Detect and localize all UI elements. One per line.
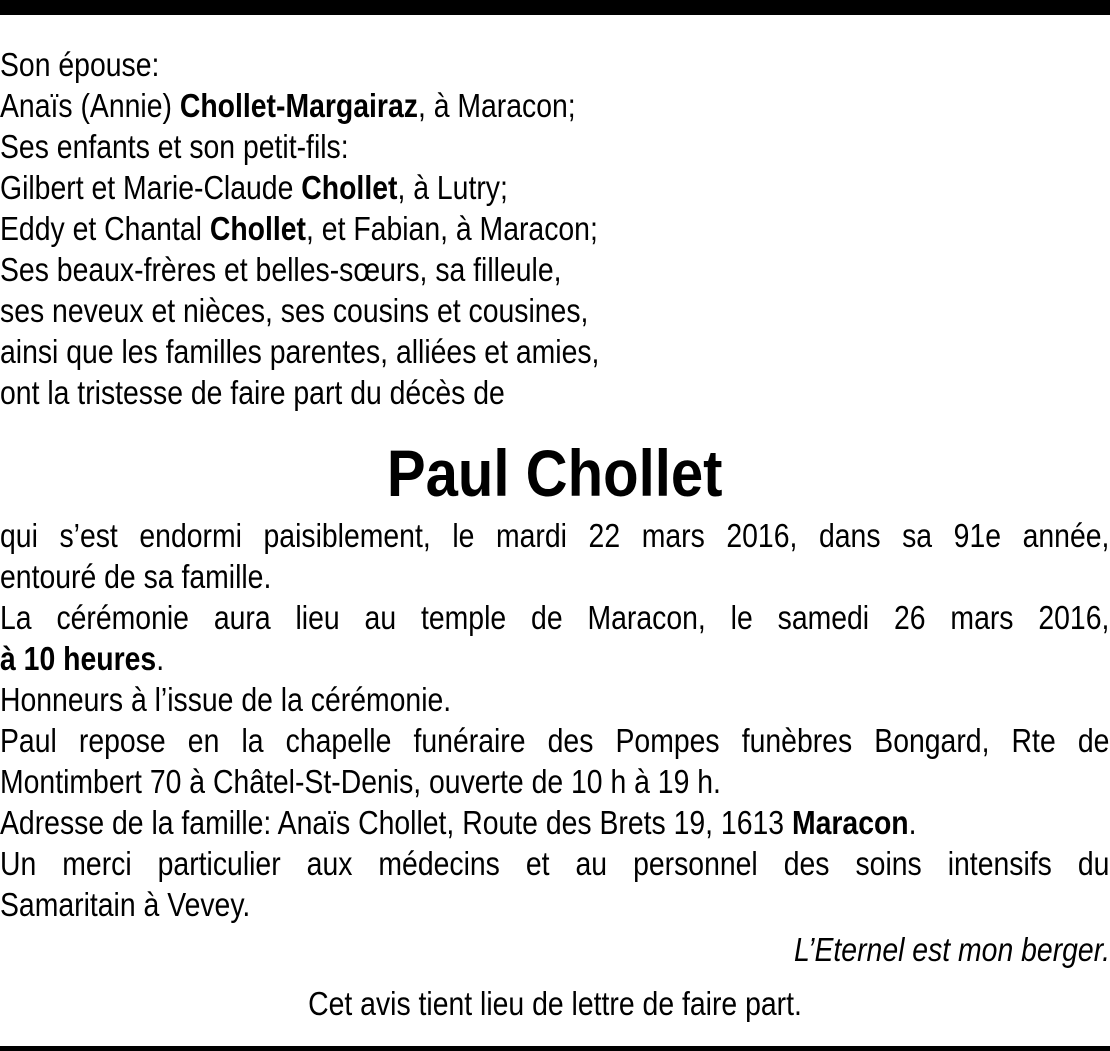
child-names: Eddy et Chantal: [0, 210, 210, 247]
family-locality: Maracon: [791, 804, 909, 841]
children-heading: Ses enfants et son petit-fils:: [0, 128, 349, 165]
motto-text: L’Eternel est mon berger.: [793, 931, 1110, 968]
text-line: [155, 929, 1110, 970]
text-line: [0, 126, 955, 167]
text-line: [0, 331, 955, 372]
text-line: [0, 515, 1109, 556]
spouse-surname: Chollet-Margairaz: [179, 87, 418, 124]
text-line: [0, 44, 955, 85]
ceremony-text: La cérémonie aura lieu au temple de Maracon, le samedi 26 mars 2016,: [0, 599, 1110, 636]
text-line: [0, 761, 955, 802]
spouse-name: Anaïs (Annie): [0, 87, 180, 124]
ceremony-details: [0, 515, 1110, 925]
text-line: [0, 249, 955, 290]
punctuation: .: [908, 804, 917, 841]
ceremony-time: à 10 heures: [0, 640, 157, 677]
child-names: Gilbert et Marie-Claude: [0, 169, 302, 206]
family-address: Adresse de la famille: Anaïs Chollet, Route des Brets 19, 1613: [0, 804, 792, 841]
text-line: [0, 720, 1109, 761]
text-line: [0, 167, 955, 208]
relatives-text: ses neveux et nièces, ses cousins et cousines,: [0, 292, 589, 329]
passing-text: qui s’est endormi paisiblement, le mardi 22 mars 2016, dans sa 91e année,: [0, 517, 1110, 554]
spouse-heading: Son épouse:: [0, 46, 160, 83]
honours-text: Honneurs à l’issue de la cérémonie.: [0, 681, 452, 718]
text-line: [0, 802, 955, 843]
text-line: [0, 843, 1109, 884]
text-line: [0, 556, 955, 597]
chapel-text: Paul repose en la chapelle funéraire des Pompes funèbres Bongard, Rte de: [0, 722, 1110, 759]
text-line: [0, 638, 955, 679]
text-line: [0, 85, 955, 126]
announcement-text: ont la tristesse de faire part du décès de: [0, 374, 505, 411]
child-surname: Chollet: [209, 210, 307, 247]
child-place: , et Fabian, à Maracon;: [306, 210, 598, 247]
top-rule: [0, 0, 1110, 15]
spouse-place: , à Maracon;: [417, 87, 576, 124]
notice-text: Cet avis tient lieu de lettre de faire part.: [308, 985, 802, 1022]
text-line: [0, 884, 955, 925]
text-line: [0, 290, 955, 331]
thanks-text: Un merci particulier aux médecins et au personnel des soins intensifs du: [0, 845, 1110, 882]
motto: [0, 929, 1110, 970]
punctuation: .: [156, 640, 165, 677]
deceased-name-text: Paul Chollet: [387, 436, 723, 510]
thanks-text: Samaritain à Vevey.: [0, 886, 251, 923]
text-line: [0, 597, 1109, 638]
chapel-text: Montimbert 70 à Châtel-St-Denis, ouverte de 10 h à 19 h.: [0, 763, 721, 800]
bottom-rule: [0, 1046, 1110, 1051]
deceased-name: [0, 436, 1110, 510]
child-surname: Chollet: [301, 169, 398, 206]
notice: [0, 983, 1110, 1024]
text-line: [78, 983, 1033, 1024]
text-line: [0, 372, 955, 413]
child-place: , à Lutry;: [397, 169, 508, 206]
text-line: [0, 679, 955, 720]
relatives-text: ainsi que les familles parentes, alliées et amies,: [0, 333, 600, 370]
passing-text: entouré de sa famille.: [0, 558, 272, 595]
family-announcement: [0, 44, 1110, 413]
text-line: [0, 208, 955, 249]
relatives-text: Ses beaux-frères et belles-sœurs, sa filleule,: [0, 251, 562, 288]
